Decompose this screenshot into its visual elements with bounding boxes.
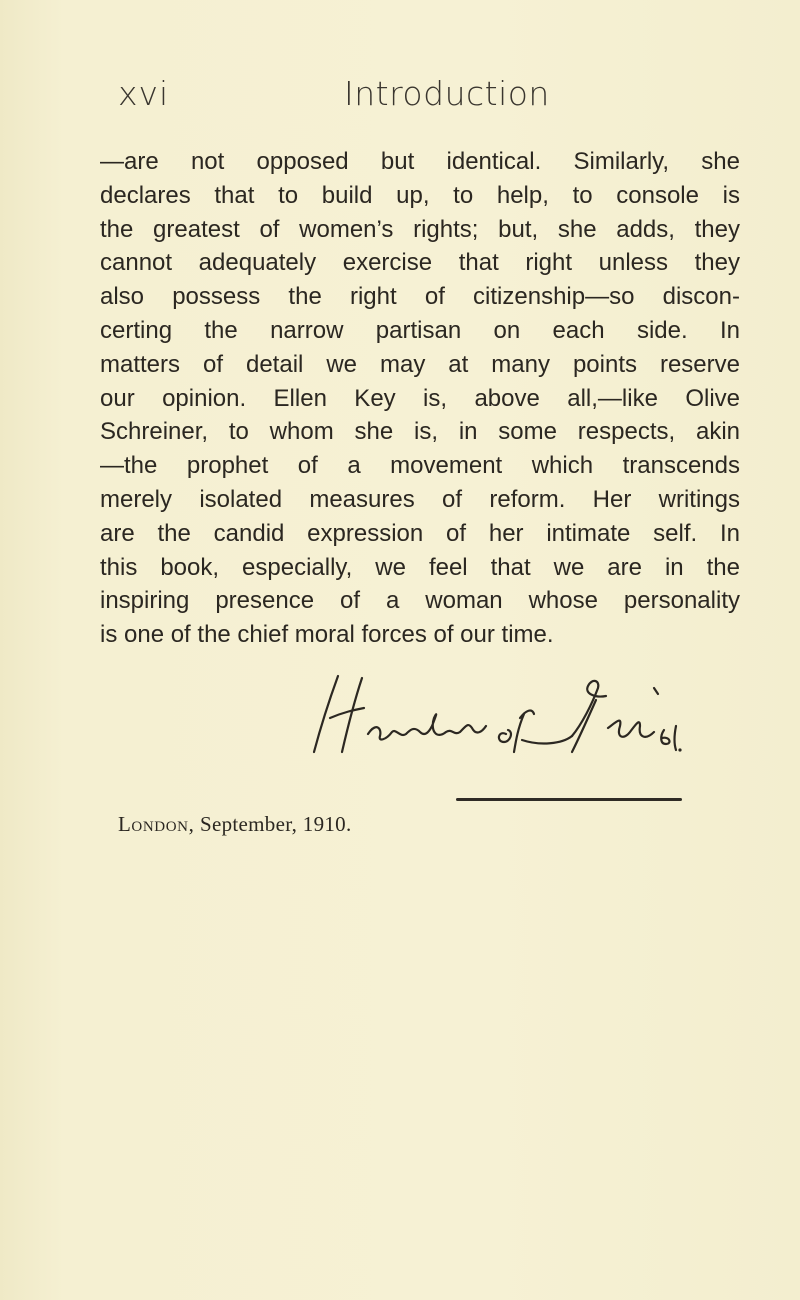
text-line: matters of detail we may at many points reserve	[100, 350, 740, 378]
text-line: also possess the right of citizenship—so discon-	[100, 283, 740, 311]
text-line: Schreiner, to whom she is, in some respects, akin	[100, 418, 740, 446]
dateline	[118, 812, 352, 837]
handwritten-signature	[310, 670, 690, 760]
page-number: xvi	[118, 74, 170, 113]
text-line: certing the narrow partisan on each side. In	[100, 316, 740, 344]
text-line: our opinion. Ellen Key is, above all,—like Olive	[100, 384, 740, 412]
text-line: are the candid expression of her intimate self. In	[100, 519, 740, 547]
chapter-title: Introduction	[344, 74, 550, 113]
text-line: is one of the chief moral forces of our time.	[100, 621, 554, 649]
text-line: —the prophet of a movement which transcends	[100, 452, 740, 480]
text-line: declares that to build up, to help, to console is	[100, 181, 740, 209]
text-line: inspiring presence of a woman whose personality	[100, 587, 740, 615]
text-line: the greatest of women’s rights; but, she adds, they	[100, 215, 740, 243]
date: September, 1910.	[200, 812, 352, 836]
text-line: cannot adequately exercise that right unless they	[100, 249, 740, 277]
body-text	[100, 145, 740, 652]
text-line: merely isolated measures of reform. Her writings	[100, 485, 740, 513]
text-line: —are not opposed but identical. Similarly, she	[100, 148, 740, 175]
running-head	[118, 74, 738, 124]
place: London,	[118, 812, 195, 836]
text-line: this book, especially, we feel that we are in the	[100, 553, 740, 581]
signature-rule	[456, 798, 682, 801]
